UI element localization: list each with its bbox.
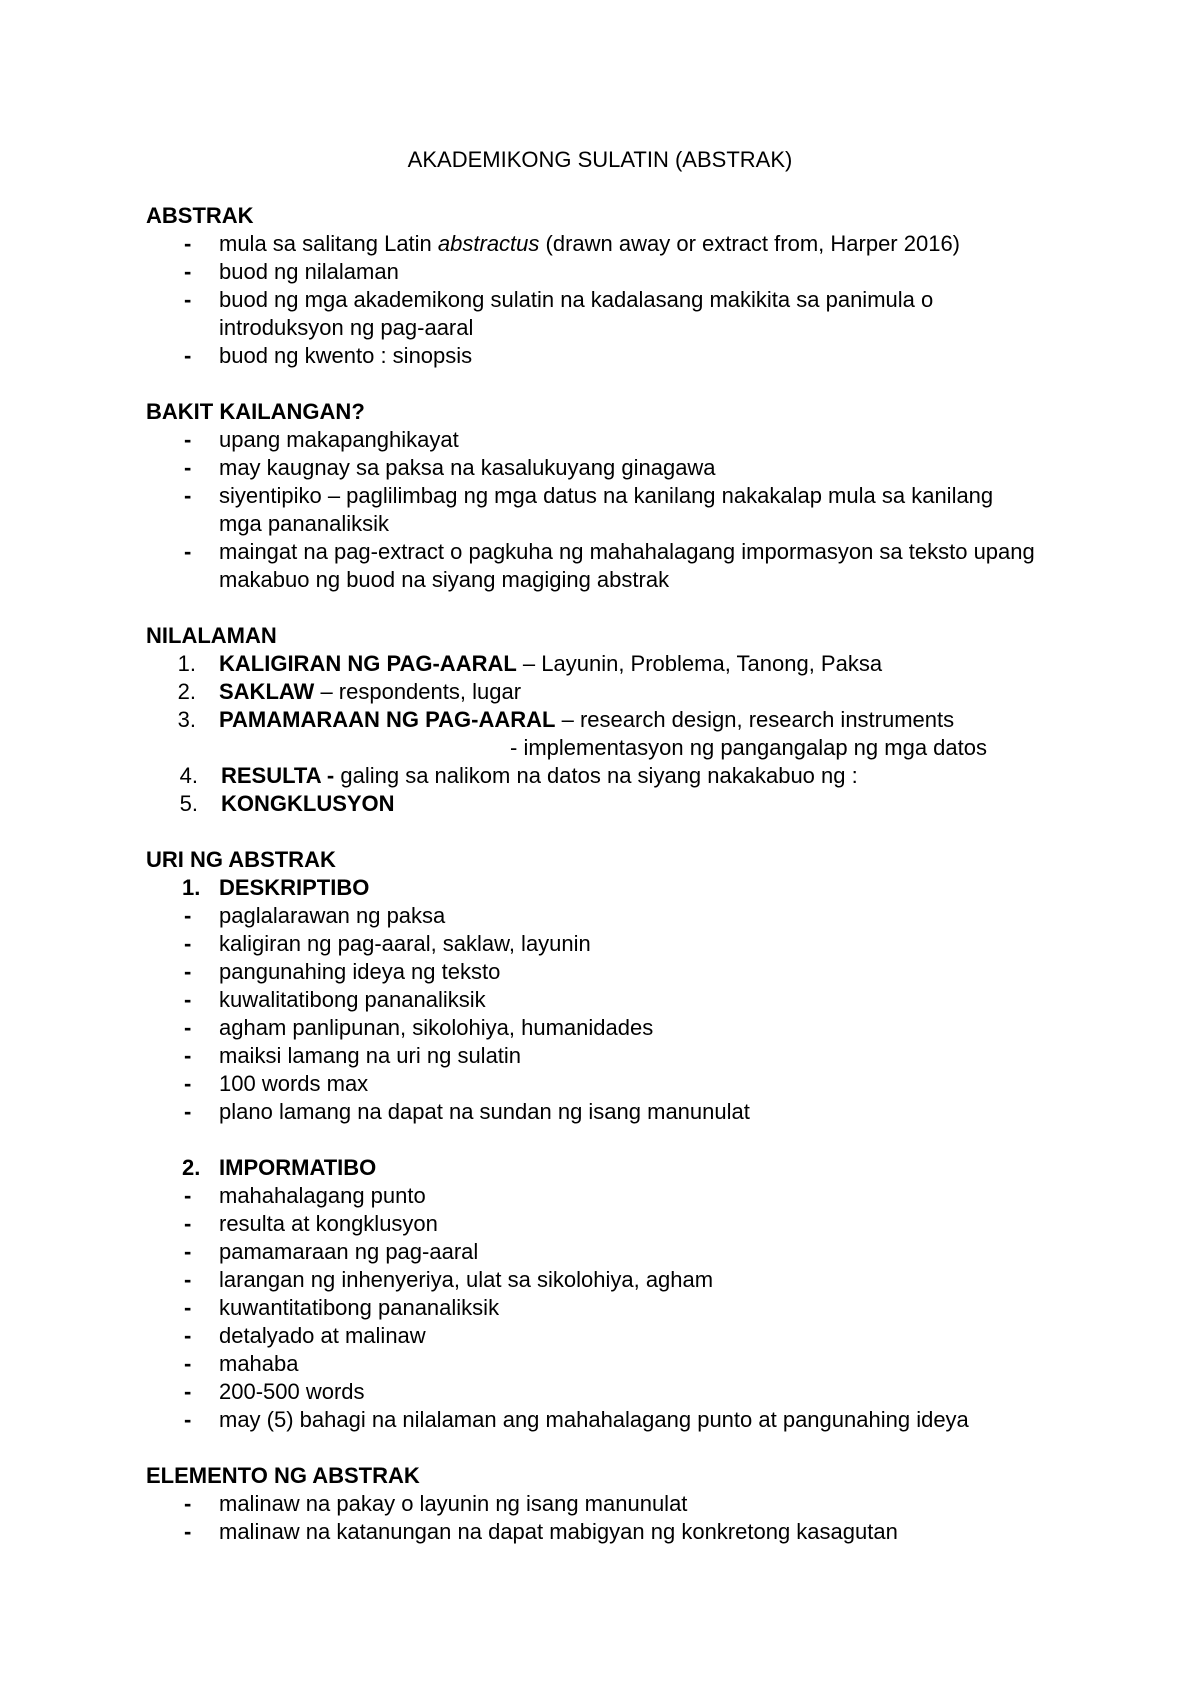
section-uri-ng-abstrak xyxy=(146,846,1086,1434)
list-item xyxy=(146,1238,1086,1266)
list-item xyxy=(146,538,1086,594)
bullet-dash: - xyxy=(184,1491,192,1516)
item-text: may kaugnay sa paksa na kasalukuyang ginagawa xyxy=(219,455,716,480)
item-bold-label: KALIGIRAN NG PAG-AARAL xyxy=(219,651,517,676)
item-text: buod ng nilalaman xyxy=(219,259,399,284)
bullet-dash: - xyxy=(184,427,192,452)
item-text: 200-500 words xyxy=(219,1379,365,1404)
list-item xyxy=(146,1182,1086,1210)
item-text: – respondents, lugar xyxy=(314,679,522,704)
list-item xyxy=(146,258,1086,286)
item-bold-label: SAKLAW xyxy=(219,679,315,704)
bullet-dash: - xyxy=(184,1379,192,1404)
item-text: malinaw na katanungan na dapat mabigyan ng konkretong kasagutan xyxy=(219,1519,898,1544)
bullet-dash: - xyxy=(184,1407,192,1432)
numbered-item-continuation xyxy=(146,734,1086,762)
bullet-dash: - xyxy=(184,343,192,368)
section-elemento-ng-abstrak xyxy=(146,1462,1086,1546)
list-item xyxy=(146,1042,1086,1070)
numbered-item xyxy=(146,790,1086,818)
bullet-dash: - xyxy=(184,903,192,928)
item-bold-label: RESULTA - xyxy=(221,763,335,788)
list-item xyxy=(146,930,1086,958)
bullet-dash: - xyxy=(184,1323,192,1348)
item-text: larangan ng inhenyeriya, ulat sa sikolohiya, agham xyxy=(219,1267,714,1292)
item-text: may (5) bahagi na nilalaman ang mahahalagang punto at pangunahing ideya xyxy=(219,1407,969,1432)
bullet-dash: - xyxy=(184,931,192,956)
bullet-dash: - xyxy=(184,1351,192,1376)
bullet-dash: - xyxy=(184,455,192,480)
list-item xyxy=(146,1406,1086,1434)
section-heading: URI NG ABSTRAK xyxy=(146,847,336,872)
item-number: 2. xyxy=(177,679,196,704)
item-text: – research design, research instruments xyxy=(555,707,955,732)
item-italic-term: abstractus xyxy=(437,231,540,256)
bullet-dash: - xyxy=(184,959,192,984)
bullet-dash: - xyxy=(184,1071,192,1096)
list-item xyxy=(146,958,1086,986)
list-item xyxy=(146,1350,1086,1378)
section-heading: ABSTRAK xyxy=(146,203,254,228)
item-text: paglalarawan ng paksa xyxy=(219,903,446,928)
bullet-dash: - xyxy=(184,483,192,508)
item-number: 3. xyxy=(177,707,196,732)
numbered-item xyxy=(146,650,1086,678)
section-nilalaman xyxy=(146,622,1086,818)
bullet-dash: - xyxy=(184,987,192,1012)
subsection-number: 2. xyxy=(182,1155,201,1180)
item-text: upang makapanghikayat xyxy=(219,427,459,452)
list-item xyxy=(146,1294,1086,1322)
list-item xyxy=(146,230,1086,258)
item-text: (drawn away or extract from, Harper 2016) xyxy=(539,231,961,256)
bullet-dash: - xyxy=(184,1239,192,1264)
numbered-item xyxy=(146,762,1086,790)
item-text: buod ng kwento : sinopsis xyxy=(219,343,473,368)
item-text: mahahalagang punto xyxy=(219,1183,426,1208)
list-item xyxy=(146,902,1086,930)
subsection-heading-deskriptibo xyxy=(146,874,1086,902)
bullet-dash: - xyxy=(184,1295,192,1320)
item-text: mula sa salitang Latin xyxy=(219,231,438,256)
item-bold-label: KONGKLUSYON xyxy=(221,791,395,816)
section-heading: BAKIT KAILANGAN? xyxy=(146,399,365,424)
bullet-dash: - xyxy=(184,287,192,312)
item-text: galing sa nalikom na datos na siyang nakakabuo ng : xyxy=(334,763,858,788)
section-abstrak xyxy=(146,202,1086,370)
bullet-dash: - xyxy=(184,1267,192,1292)
subsection-number: 1. xyxy=(182,875,201,900)
numbered-item xyxy=(146,678,1086,706)
item-text: pangunahing ideya ng teksto xyxy=(219,959,501,984)
list-item xyxy=(146,1490,1086,1518)
list-item xyxy=(146,1266,1086,1294)
list-item xyxy=(146,1518,1086,1546)
subsection-label: IMPORMATIBO xyxy=(219,1155,377,1180)
list-item xyxy=(146,482,1086,538)
subsection-heading-impormatibo xyxy=(146,1154,1086,1182)
item-text: maiksi lamang na uri ng sulatin xyxy=(219,1043,522,1068)
section-bakit-kailangan xyxy=(146,398,1086,594)
item-text: mahaba xyxy=(219,1351,299,1376)
list-item xyxy=(146,1098,1086,1126)
bullet-dash: - xyxy=(184,231,192,256)
numbered-item xyxy=(146,706,1086,734)
bullet-dash: - xyxy=(184,1043,192,1068)
list-item xyxy=(146,1070,1086,1098)
item-text: - implementasyon ng pangangalap ng mga datos xyxy=(510,735,987,760)
item-text: siyentipiko – paglilimbag ng mga datus na kanilang nakakalap mula sa kanilang mga pananaliksik xyxy=(219,483,994,536)
bullet-dash: - xyxy=(184,1015,192,1040)
list-item xyxy=(146,1322,1086,1350)
item-text: 100 words max xyxy=(219,1071,369,1096)
bullet-dash: - xyxy=(184,1183,192,1208)
bullet-dash: - xyxy=(184,1211,192,1236)
list-item xyxy=(146,426,1086,454)
item-text: – Layunin, Problema, Tanong, Paksa xyxy=(516,651,883,676)
item-number: 5. xyxy=(179,791,198,816)
item-text: malinaw na pakay o layunin ng isang manunulat xyxy=(219,1491,688,1516)
item-text: maingat na pag-extract o pagkuha ng mahahalagang impormasyon sa teksto upang makabuo ng buod na siyang magiging abstrak xyxy=(219,539,1035,592)
bullet-dash: - xyxy=(184,539,192,564)
item-text: kuwantitatibong pananaliksik xyxy=(219,1295,500,1320)
item-text: buod ng mga akademikong sulatin na kadalasang makikita sa panimula o introduksyon ng pag-aaral xyxy=(219,287,934,340)
bullet-dash: - xyxy=(184,1099,192,1124)
list-item xyxy=(146,454,1086,482)
bullet-dash: - xyxy=(184,1519,192,1544)
subsection-label: DESKRIPTIBO xyxy=(219,875,370,900)
bullet-dash: - xyxy=(184,259,192,284)
list-item xyxy=(146,286,1086,342)
item-text: kuwalitatibong pananaliksik xyxy=(219,987,486,1012)
list-item xyxy=(146,342,1086,370)
item-text: agham panlipunan, sikolohiya, humanidades xyxy=(219,1015,654,1040)
list-item xyxy=(146,1014,1086,1042)
list-item xyxy=(146,1210,1086,1238)
item-number: 4. xyxy=(179,763,198,788)
section-heading: NILALAMAN xyxy=(146,623,277,648)
item-text: kaligiran ng pag-aaral, saklaw, layunin xyxy=(219,931,591,956)
item-text: plano lamang na dapat na sundan ng isang manunulat xyxy=(219,1099,750,1124)
document-title: AKADEMIKONG SULATIN (ABSTRAK) xyxy=(407,147,793,172)
item-text: detalyado at malinaw xyxy=(219,1323,426,1348)
section-heading: ELEMENTO NG ABSTRAK xyxy=(146,1463,420,1488)
item-text: resulta at kongklusyon xyxy=(219,1211,438,1236)
item-number: 1. xyxy=(177,651,196,676)
item-bold-label: PAMAMARAAN NG PAG-AARAL xyxy=(219,707,556,732)
list-item xyxy=(146,1378,1086,1406)
item-text: pamamaraan ng pag-aaral xyxy=(219,1239,479,1264)
list-item xyxy=(146,986,1086,1014)
